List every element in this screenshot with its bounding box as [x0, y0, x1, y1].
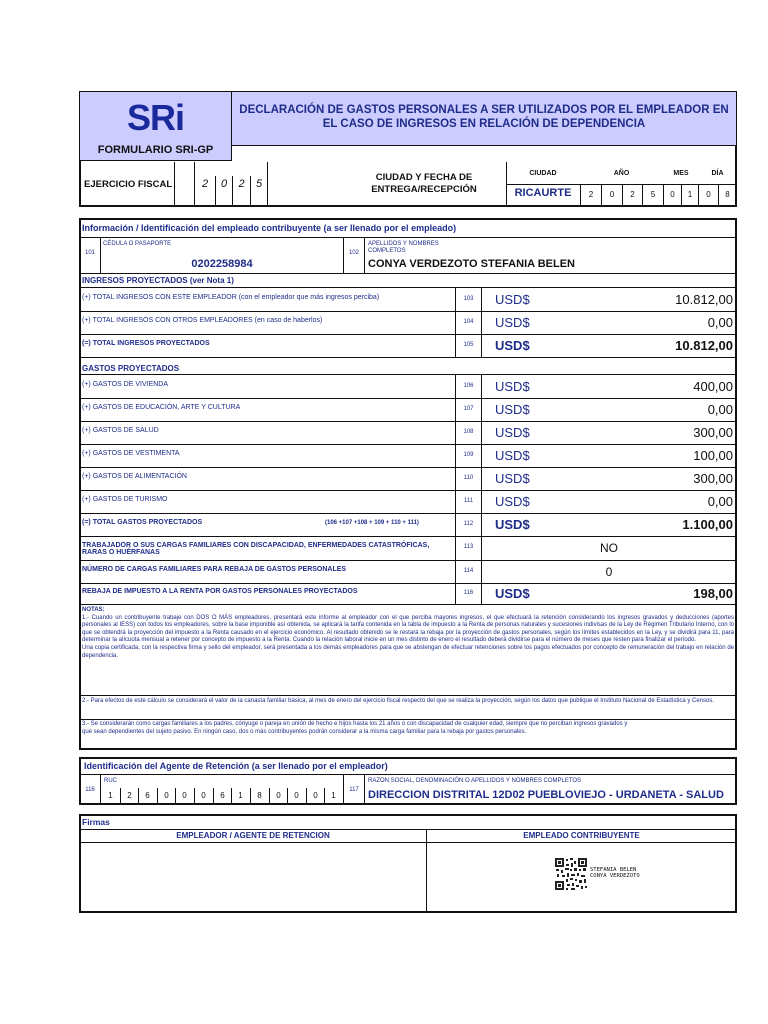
dependents-row-value: 0 [605, 565, 613, 579]
disability-row-value: NO [600, 541, 618, 555]
agent-name-label: RAZON SOCIAL, DENOMINACIÓN O APELLIDOS Y NOMBRES COMPLETOS [368, 778, 582, 784]
expense-row-value: 400,00 [693, 379, 733, 394]
ruc-digit: 0 [201, 791, 206, 800]
form-title: DECLARACIÓN DE GASTOS PERSONALES A SER UTILIZADOS POR EL EMPLEADOR EN EL CASO DE INGRESOS EN RELACIÓN DE DEPENDENCIA [239, 104, 729, 130]
expense-row-currency: USD$ [495, 494, 530, 509]
note-1b: Una copia certificada, con la respectiva firma y sello del empleador, será presentada a los demás empleadores para que se abstengan de efectuar retenciones sobre los pagos efectuados por concepto de remuneración del trabajo en relación de dependencia. [82, 644, 734, 659]
employee-name-value: CONYA VERDEZOTO STEFANIA BELEN [368, 258, 575, 270]
city-value: RICAURTE [514, 187, 572, 199]
ruc-digit: 0 [276, 791, 281, 800]
fiscal-year-digit: 0 [220, 178, 228, 190]
income-row-value: 10.812,00 [675, 292, 733, 307]
total-expenses-label: (=) TOTAL GASTOS PROYECTADOS [82, 519, 203, 526]
ruc-label: RUC [104, 778, 117, 784]
expense-row-label: (+) GASTOS DE VIVIENDA [82, 381, 169, 388]
rebate-row-currency: USD$ [495, 586, 530, 601]
expense-row-currency: USD$ [495, 425, 530, 440]
income-row-label: (+) TOTAL INGRESOS CON ESTE EMPLEADOR (con el empleador que más ingresos perciba) [82, 294, 380, 301]
income-row-label: (+) TOTAL INGRESOS CON OTROS EMPLEADORES (en caso de haberlos) [82, 317, 323, 324]
note-1: 1.- Cuando un contribuyente trabaje con DOS O MÁS empleadores, presentará este informe al empleador con el que perciba mayores ingresos, el que efectuará la retención considerando los ingresos gravados y deducciones (aportes personales al IESS) con todos los empleadores, sobre la base imponible así obtenida, se aplicará la tarifa contenida en la tabla de impuesto a la Renta de personas naturales y sucesiones indivisas de la Ley de Régimen Tributario Interno, con lo que se obtendrá la proyección del impuesto a la Renta causado en el ejercicio económico. Al resultado obtenido se le restará la rebaja por la proyección de gastos personales, según los límites establecidos en la Ley, y se dividirá para 11, para determinar la alícuota mensual a retener por concepto de impuesto a la Renta. Cuando la relación laboral inicie en un mes distinto de enero el resultado deberá dividirse para el número de meses que resten para finalizar el período. [82, 614, 734, 644]
employee-name-code: 102 [348, 250, 359, 256]
income-row-code: 105 [463, 342, 474, 348]
notes [82, 607, 734, 660]
notes-title: NOTAS: [82, 607, 105, 613]
expense-row-label: (+) GASTOS DE ALIMENTACIÓN [82, 473, 187, 480]
disability-row-code: 113 [463, 544, 474, 550]
total-expenses-currency: USD$ [495, 517, 530, 532]
ruc-digit: 2 [127, 791, 132, 800]
income-row-value: 10.812,00 [675, 338, 733, 353]
income-row-currency: USD$ [495, 315, 530, 330]
signature-line-1: STEFANIA BELEN [590, 867, 637, 873]
expense-row-currency: USD$ [495, 379, 530, 394]
rebate-row-code: 116 [463, 590, 474, 596]
date-digit: 1 [687, 190, 693, 199]
disability-row-label: TRABAJADOR O SUS CARGAS FAMILIARES CON DISCAPACIDAD, ENFERMEDADES CATASTRÓFICAS, RARAS O HUÉRFANAS [82, 542, 430, 556]
expense-row-value: 100,00 [693, 448, 733, 463]
expense-row-value: 300,00 [693, 471, 733, 486]
rebate-row-label: REBAJA DE IMPUESTO A LA RENTA POR GASTOS PERSONALES PROYECTADOS [82, 588, 358, 595]
ruc-digit: 0 [294, 791, 299, 800]
note-3 [82, 721, 734, 736]
employee-signature-label: EMPLEADO CONTRIBUYENTE [523, 831, 640, 840]
ruc-digit: 0 [182, 791, 187, 800]
expense-row-value: 0,00 [707, 494, 733, 509]
signature-line-2: CONYA VERDEZOTO [590, 873, 640, 879]
employee-id-code: 101 [84, 250, 95, 256]
date-digit: 2 [630, 190, 635, 199]
fiscal-year-label: EJERCICIO FISCAL [84, 179, 173, 190]
date-digit: 0 [670, 190, 675, 199]
ruc-digit: 8 [257, 791, 262, 800]
month-label: MES [673, 170, 689, 177]
income-row-code: 103 [463, 296, 474, 302]
date-digit: 0 [706, 190, 711, 199]
note-2: 2.- Para efectos de este cálculo se considerará el valor de la canasta familiar básica, al mes de enero del ejercicio fiscal respecto del que se realiza la proyección, según los datos que publique el Instituto Nacional de Estadística y Censos. [82, 698, 715, 704]
note-3a: 3.- Se considerarán como cargas familiares a los padres, cónyuge o pareja en unión de hecho e hijos hasta los 21 años o con discapacidad de cualquier edad, siempre que no perciban ingresos gravados y [82, 721, 628, 727]
expense-row-label: (+) GASTOS DE SALUD [82, 427, 159, 434]
employee-id-label: CÉDULA O PASAPORTE [103, 241, 172, 247]
expense-row-currency: USD$ [495, 402, 530, 417]
year-label: AÑO [613, 170, 630, 177]
expense-row-value: 300,00 [693, 425, 733, 440]
income-row-value: 0,00 [707, 315, 733, 330]
total-expenses-code: 112 [463, 521, 474, 527]
ruc-digit: 0 [313, 791, 318, 800]
employee-id-value: 0202258984 [191, 258, 253, 270]
income-section-title: INGRESOS PROYECTADOS (ver Nota 1) [82, 276, 234, 285]
day-label: DÍA [711, 170, 724, 177]
employee-section-title: Información / Identificación del empleado contribuyente (a ser llenado por el empleado) [82, 223, 457, 233]
ruc-digit: 1 [108, 791, 113, 800]
dependents-row-label: NÚMERO DE CARGAS FAMILIARES PARA REBAJA DE GASTOS PERSONALES [82, 566, 347, 573]
expense-row-label: (+) GASTOS DE EDUCACIÓN, ARTE Y CULTURA [82, 404, 241, 411]
fiscal-year-digit: 5 [255, 178, 263, 190]
expenses-section-title: GASTOS PROYECTADOS [82, 364, 180, 373]
ruc-digit: 1 [238, 791, 243, 800]
date-digit: 2 [588, 190, 594, 199]
expense-row-code: 108 [463, 429, 474, 435]
fiscal-year-digit: 2 [238, 178, 245, 190]
ruc-digit: 6 [220, 791, 225, 800]
city-label: CIUDAD [529, 170, 557, 177]
income-row-currency: USD$ [495, 338, 530, 353]
city-date-label: CIUDAD Y FECHA DE ENTREGA/RECEPCIÓN [371, 172, 477, 195]
expense-row-code: 109 [463, 452, 474, 458]
form-name: FORMULARIO SRI-GP [97, 144, 214, 156]
rebate-row-value: 198,00 [693, 586, 733, 601]
expense-row-code: 111 [463, 498, 474, 504]
expense-row-currency: USD$ [495, 471, 530, 486]
ruc-digit: 6 [145, 791, 150, 800]
total-expenses-formula: (106 +107 +108 + 109 + 110 + 111) [325, 520, 419, 526]
signature-stamp [590, 867, 640, 879]
dependents-row-code: 114 [463, 568, 474, 574]
ruc-code: 116 [85, 787, 95, 793]
expense-row-code: 110 [463, 475, 474, 481]
ruc-digit: 1 [331, 791, 336, 800]
agent-section-title: Identificación del Agente de Retención (a ser llenado por el empleador) [84, 761, 388, 771]
date-digit: 5 [650, 190, 656, 199]
date-digit: 0 [609, 190, 615, 199]
expense-row-label: (+) GASTOS DE TURISMO [82, 496, 168, 503]
expense-row-code: 107 [463, 406, 474, 412]
date-digit: 8 [725, 190, 730, 199]
agent-name-code: 117 [349, 787, 359, 793]
expense-row-label: (+) GASTOS DE VESTIMENTA [82, 450, 180, 457]
income-row-code: 104 [463, 319, 474, 325]
note-3b: que sean dependientes del sujeto pasivo. En ningún caso, dos o más contribuyentes podrán considerar a la misma carga familiar para la rebaja por gastos personales. [82, 728, 527, 735]
expense-row-currency: USD$ [495, 448, 530, 463]
employee-name-label: APELLIDOS Y NOMBRES COMPLETOS [368, 241, 439, 254]
expense-row-value: 0,00 [707, 402, 733, 417]
income-row-label: (=) TOTAL INGRESOS PROYECTADOS [82, 340, 210, 347]
expense-row-code: 106 [463, 383, 474, 389]
sri-logo: SRi [126, 97, 184, 138]
employer-signature-label: EMPLEADOR / AGENTE DE RETENCION [176, 831, 330, 840]
signatures-title: Firmas [82, 817, 110, 827]
total-expenses-value: 1.100,00 [682, 517, 733, 532]
fiscal-year-digit: 2 [201, 178, 209, 190]
agent-name-value: DIRECCION DISTRITAL 12D02 PUEBLOVIEJO - URDANETA - SALUD [368, 789, 724, 801]
income-row-currency: USD$ [495, 292, 530, 307]
signature-qr-icon [554, 857, 588, 891]
ruc-digit: 0 [164, 791, 169, 800]
